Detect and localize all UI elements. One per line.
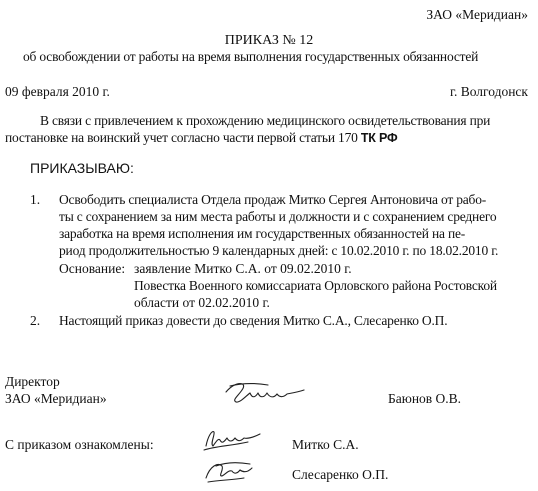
item-1-line-4: риод продолжительностью 9 календарных дней: с 10.02.2010 г. по 18.02.2010 г. xyxy=(59,243,499,258)
preamble-text: постановке на воинский учет согласно части первой статьи 170 xyxy=(5,130,361,145)
basis-2a: Повестка Военного комиссариата Орловского района Ростовской xyxy=(134,278,497,293)
item-1-line-2: ты с сохранением за ним места работы и должности и с сохранением среднего xyxy=(59,209,497,224)
order-word: ПРИКАЗЫВАЮ: xyxy=(30,160,134,176)
employee-1-signature xyxy=(200,426,276,454)
item-1-line-3: заработка на время исполнения им государственных обязанностей на пе- xyxy=(59,226,466,241)
preamble-line-1: В связи с привлечением к прохождению медицинского освидетельствования при xyxy=(40,113,491,128)
document-title: ПРИКАЗ № 12 xyxy=(224,33,314,48)
preamble-line-2 xyxy=(5,131,397,145)
document-city: г. Волгодонск xyxy=(449,84,528,99)
document-date: 09 февраля 2010 г. xyxy=(5,84,110,99)
basis-label: Основание: xyxy=(59,261,126,276)
labor-code-ref: ТК РФ xyxy=(360,131,398,145)
employee-1-name: Митко С.А. xyxy=(292,437,359,452)
company-header: ЗАО «Меридиан» xyxy=(426,7,528,22)
item-1-line-1: Освободить специалиста Отдела продаж Митко Сергея Антоновича от рабо- xyxy=(59,192,487,207)
basis-1: заявление Митко С.А. от 09.02.2010 г. xyxy=(134,261,352,276)
director-signature xyxy=(222,378,308,408)
employee-2-signature xyxy=(200,456,276,486)
basis-2b: области от 02.02.2010 г. xyxy=(134,295,270,310)
item-1-number: 1. xyxy=(30,192,41,207)
item-2-number: 2. xyxy=(30,313,41,328)
document-subtitle: об освобождении от работы на время выполнения государственных обязанностей xyxy=(23,49,479,64)
director-name: Баюнов О.В. xyxy=(388,391,462,406)
acknowledgement-label: С приказом ознакомлены: xyxy=(5,437,154,452)
employee-2-name: Слесаренко О.П. xyxy=(292,467,389,482)
director-position: Директор xyxy=(5,374,60,389)
item-2-text: Настоящий приказ довести до сведения Митко С.А., Слесаренко О.П. xyxy=(59,313,448,328)
director-company: ЗАО «Меридиан» xyxy=(5,391,107,406)
